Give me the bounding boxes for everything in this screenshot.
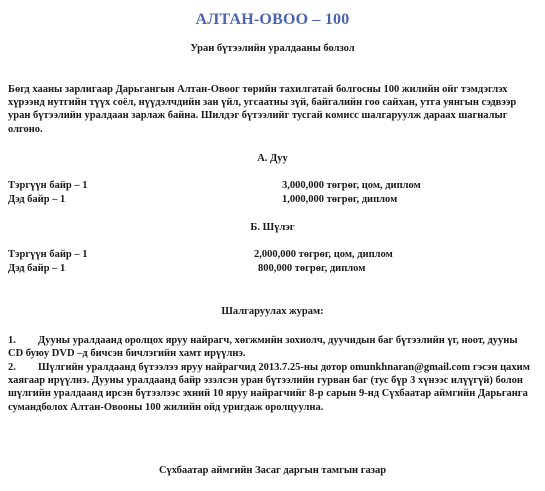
document-title: АЛТАН-ОВОО – 100 <box>195 11 350 28</box>
prize-row-prize: 800,000 төгрөг, диплом <box>258 263 366 274</box>
section-title-songs: А. Дуу <box>257 153 288 164</box>
prize-row-place: Дэд байр – 1 <box>8 194 66 205</box>
rules-title: Шалгаруулах журам: <box>221 306 324 317</box>
section-title-poems: Б. Шүлэг <box>250 222 295 233</box>
prize-row-place: Тэргүүн байр – 1 <box>8 180 88 191</box>
prize-row-prize: 3,000,000 төгрөг, цом, диплом <box>282 180 421 191</box>
prize-row-prize: 1,000,000 төгрөг, диплом <box>282 194 398 205</box>
rule-number: 2. <box>8 362 16 373</box>
document-subtitle: Уран бүтээлийн уралдааны болзол <box>190 43 355 54</box>
prize-row-place: Дэд байр – 1 <box>8 263 66 274</box>
prize-row-prize: 2,000,000 төгрөг, цом, диплом <box>254 249 393 260</box>
rule-item <box>8 334 533 360</box>
rule-number: 1. <box>8 335 16 346</box>
rule-item <box>8 361 533 414</box>
rule-text: Дууны уралдаанд оролцох яруу найрагч, хөгжмийн зохиолч, дуучидын баг бүтээлийн үг, ноот, дууны CD буюу DVD –д бичсэн бичлэгийн хамт ирүүлнэ. <box>8 335 518 360</box>
footer-signature: Сүхбаатар аймгийн Засаг даргын тамгын газар <box>158 465 387 476</box>
intro-paragraph: Бөгд хааны зарлигаар Дарьгангын Алтан-Овоог төрийн тахилгатай болгосны 100 жилийн ойг тэмдэглэх хүрээнд нутгийн түүх соёл, нүүдэлчдийн зан үйл, угсаатны зүй, байгалийн гоо сайхан, утга уянгын сэдвээр уран бүтээлийн уралдаан зарлаж байна. Шилдэг бүтээлийг тусгай комисс шалгаруулж дараах шагналыг олгоно. <box>8 84 517 135</box>
prize-row-place: Тэргүүн байр – 1 <box>8 249 88 260</box>
rule-text: Шүлгийн уралдаанд бүтээлээ яруу найрагчид 2013.7.25-ны дотор omunkhnaran@gmail.com гэсэн цахим хаягаар ирүүлнэ. Дууны уралдаанд байр эзэлсэн уран бүтээлийн гурван баг (тус бүр 3 хүнээс илүүгүй) болон шүлгийн уралдаанд ирсэн бүтээлээс эхний 10 яруу найрагчийг 8-р сарын 9-нд Сүхбаатар аймгийн Дарьганга сумандболох Алтан-Овооны 100 жилийн ойд уригдаж оролцуулна. <box>8 362 530 413</box>
